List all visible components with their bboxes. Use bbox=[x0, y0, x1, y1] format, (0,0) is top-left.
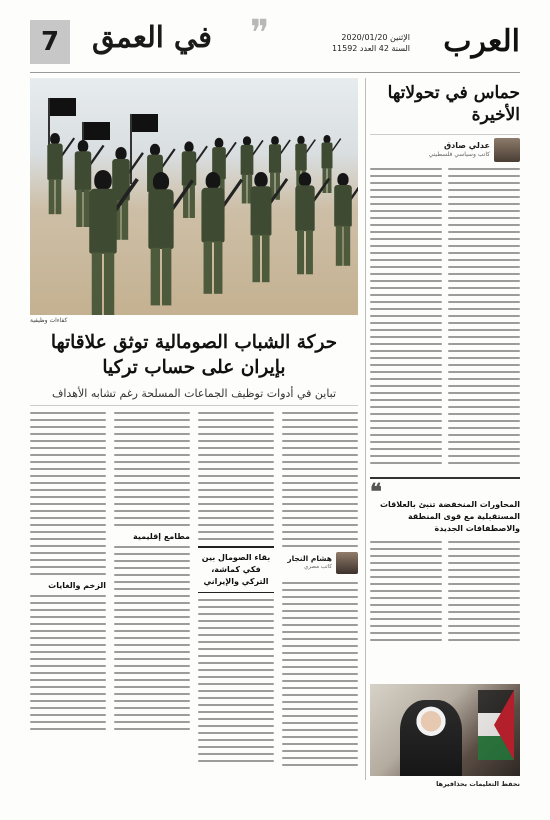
main-headline-line-1: حركة الشباب الصومالية توثق علاقاتها bbox=[50, 332, 338, 353]
main-pullquote: بقاء الصومال بين فكي كماشة، التركي والإيراني bbox=[198, 546, 274, 593]
page-number: 7 bbox=[30, 20, 70, 64]
haniyeh-photo bbox=[370, 684, 520, 776]
haniyeh-photo-caption: نحفظ التعليمات بحذافيرها bbox=[436, 780, 520, 788]
main-col-3 bbox=[114, 412, 190, 780]
main-story-body bbox=[30, 412, 358, 780]
photo-caption: كفاءات وظيفية bbox=[30, 317, 68, 324]
newspaper-logo: العرب bbox=[443, 24, 520, 59]
issue-text: السنة 42 العدد 11592 bbox=[331, 44, 410, 53]
opinion-text-col-2 bbox=[370, 168, 442, 469]
opinion-pullquote bbox=[370, 477, 520, 535]
opinion-text-col-3 bbox=[448, 541, 520, 646]
author-avatar bbox=[494, 138, 520, 162]
black-flag-image bbox=[84, 122, 110, 140]
subheading: الزخم والغايات bbox=[48, 581, 106, 590]
main-byline bbox=[282, 552, 358, 578]
quote-icon: ❝ bbox=[370, 479, 382, 505]
opinion-pullquote-text: المحاورات المنخفضة تنبئ بالعلاقات المستقبلية مع قوى المنطقة والاصطفافات الجديدة bbox=[380, 500, 520, 533]
main-subhead: تباين في أدوات توظيف الجماعات المسلحة رغم تشابه الأهداف bbox=[51, 387, 337, 400]
fighters-photo bbox=[30, 78, 358, 315]
main-headline-line-2: بإيران على حساب تركيا bbox=[102, 357, 286, 378]
person-image bbox=[400, 700, 462, 776]
subheading: مطامع إقليمية bbox=[133, 532, 190, 541]
headline-divider bbox=[30, 405, 358, 406]
author-title: كاتب وسياسي فلسطيني bbox=[428, 151, 490, 158]
dateline bbox=[332, 32, 410, 54]
column-divider bbox=[365, 78, 366, 780]
opinion-body bbox=[370, 168, 520, 469]
opinion-column bbox=[370, 78, 520, 780]
main-col-2 bbox=[198, 412, 274, 780]
opinion-text-col-1 bbox=[448, 168, 520, 469]
masthead bbox=[30, 14, 520, 70]
black-flag-image bbox=[50, 98, 76, 116]
opinion-text-col-4 bbox=[370, 541, 442, 646]
main-headline bbox=[30, 330, 358, 380]
black-flag-image bbox=[132, 114, 158, 132]
author-name: عدلي صادق bbox=[444, 141, 490, 150]
author-byline bbox=[370, 134, 520, 162]
quote-icon: ❞ bbox=[250, 13, 270, 54]
opinion-headline: حماس في تحولاتها الأخيرة bbox=[387, 83, 520, 125]
main-col-1 bbox=[282, 412, 358, 780]
byline-name: هشام النجار bbox=[287, 554, 332, 563]
byline-title: كاتب مصري bbox=[303, 564, 332, 570]
main-story bbox=[30, 78, 358, 780]
masthead-divider bbox=[30, 72, 520, 73]
byline-avatar bbox=[336, 552, 358, 574]
opinion-body-lower bbox=[370, 541, 520, 646]
main-col-4 bbox=[30, 412, 106, 780]
date-text: الإثنين 2020/01/20 bbox=[341, 33, 410, 42]
section-title: في العمق bbox=[92, 20, 212, 54]
